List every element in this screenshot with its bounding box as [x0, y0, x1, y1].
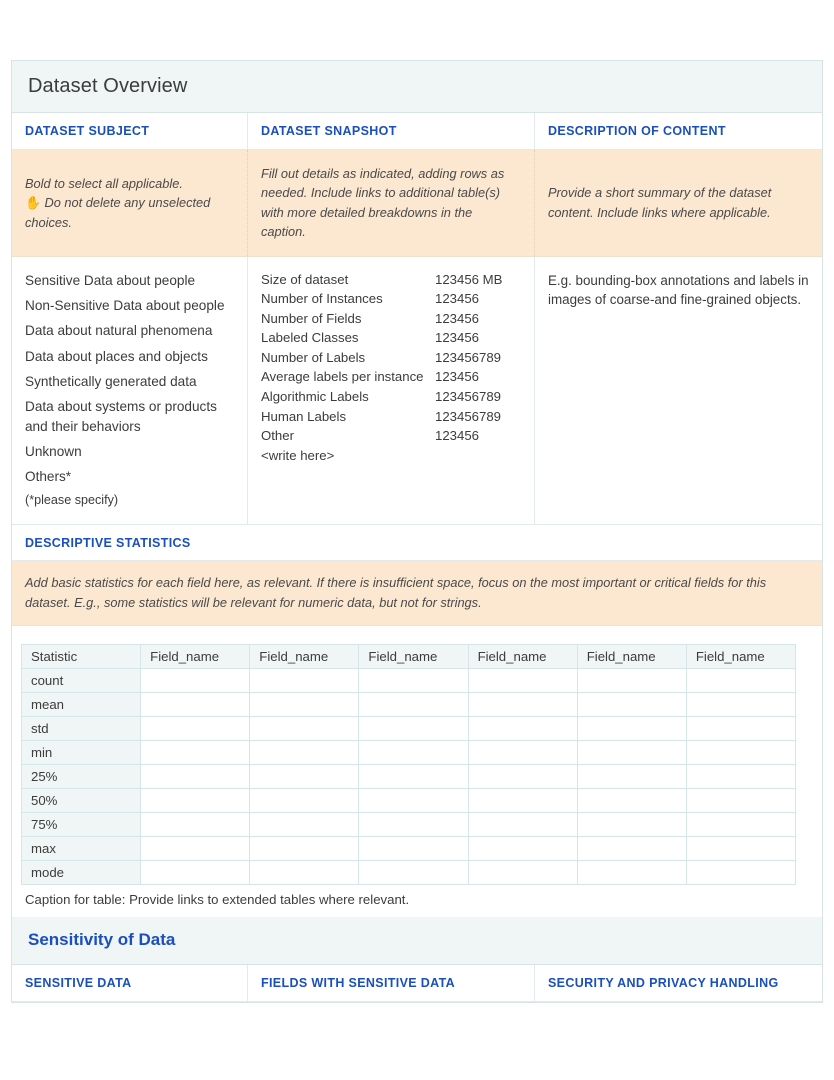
dataset-overview-section-bar [12, 61, 822, 113]
table-row [261, 368, 521, 388]
column-header-sensitive-data: SENSITIVE DATA [25, 976, 132, 991]
table-row [22, 668, 796, 692]
subject-option[interactable]: Synthetically generated data [25, 373, 197, 389]
stats-cell[interactable] [468, 692, 577, 716]
stats-cell[interactable] [577, 836, 686, 860]
stats-cell[interactable] [686, 836, 795, 860]
stats-cell[interactable] [577, 740, 686, 764]
table-row [261, 290, 521, 310]
snapshot-value[interactable]: 123456 [435, 428, 480, 444]
table-row [261, 427, 521, 447]
stats-row-label: 25% [22, 764, 141, 788]
description-of-content-cell [534, 257, 822, 525]
snapshot-value[interactable]: 123456789 [435, 349, 502, 365]
stats-cell[interactable] [359, 788, 468, 812]
stats-cell[interactable] [686, 668, 795, 692]
snapshot-label: Other [261, 428, 294, 444]
snapshot-label: Average labels per instance [261, 369, 424, 385]
stats-cell[interactable] [250, 812, 359, 836]
stats-cell[interactable] [686, 860, 795, 884]
stats-row-label: 50% [22, 788, 141, 812]
stats-cell[interactable] [577, 788, 686, 812]
stats-column-header[interactable]: Field_name [577, 644, 686, 668]
stats-cell[interactable] [577, 668, 686, 692]
instruction-dataset-subject [12, 150, 247, 256]
instruction-subject-line1: Bold to select all applicable. [25, 175, 183, 191]
snapshot-value[interactable]: 123456 [435, 291, 480, 307]
stats-cell[interactable] [250, 740, 359, 764]
stats-cell[interactable] [468, 836, 577, 860]
dataset-snapshot-table [261, 271, 521, 466]
stats-row-label: 75% [22, 812, 141, 836]
stats-cell[interactable] [141, 812, 250, 836]
dataset-snapshot-cell [247, 257, 534, 525]
snapshot-label: Number of Labels [261, 349, 366, 365]
raised-hand-icon: ✋ [25, 195, 41, 211]
stats-row-label: mean [22, 692, 141, 716]
stats-cell[interactable] [250, 668, 359, 692]
subject-option[interactable]: Sensitive Data about people [25, 272, 196, 288]
subject-option[interactable]: Data about systems or products and their behaviors [25, 399, 217, 434]
snapshot-label: Size of dataset [261, 271, 349, 287]
snapshot-label: Number of Fields [261, 310, 362, 326]
subject-option[interactable]: Non-Sensitive Data about people [25, 298, 225, 314]
stats-cell[interactable] [359, 668, 468, 692]
datasheet-document [11, 60, 823, 1003]
sensitivity-section-title: Sensitivity of Data [28, 929, 176, 949]
stats-cell[interactable] [250, 788, 359, 812]
stats-cell[interactable] [686, 692, 795, 716]
descriptive-statistics-header: DESCRIPTIVE STATISTICS [12, 524, 822, 561]
page-title: Dataset Overview [28, 75, 188, 97]
stats-cell[interactable] [359, 812, 468, 836]
table-row [261, 271, 521, 291]
overview-column-headers [12, 113, 822, 150]
stats-cell[interactable] [250, 716, 359, 740]
table-row [261, 349, 521, 369]
dataset-subject-cell [12, 257, 247, 525]
snapshot-value[interactable]: 123456 [435, 330, 480, 346]
snapshot-value[interactable] [435, 447, 521, 467]
sensitivity-of-data-section-bar [12, 917, 822, 965]
stats-cell[interactable] [359, 716, 468, 740]
stats-cell[interactable] [468, 668, 577, 692]
column-header-dataset-snapshot: DATASET SNAPSHOT [247, 113, 534, 149]
stats-cell[interactable] [141, 716, 250, 740]
stats-cell[interactable] [468, 740, 577, 764]
stats-cell[interactable] [468, 860, 577, 884]
stats-cell[interactable] [686, 740, 795, 764]
snapshot-value[interactable]: 123456 [435, 369, 480, 385]
table-row [261, 447, 521, 467]
table-row [22, 740, 796, 764]
snapshot-value[interactable]: 123456 MB [435, 271, 503, 287]
stats-column-header[interactable]: Field_name [468, 644, 577, 668]
stats-column-header[interactable]: Field_name [141, 644, 250, 668]
instruction-subject-line2: Do not delete any unselected choices. [25, 195, 211, 230]
descriptive-statistics-table [21, 644, 796, 885]
stats-column-header[interactable]: Field_name [250, 644, 359, 668]
snapshot-write-here-placeholder[interactable]: <write here> [261, 447, 335, 463]
table-row [261, 329, 521, 349]
stats-column-header[interactable]: Field_name [686, 644, 795, 668]
stats-cell[interactable] [468, 788, 577, 812]
stats-cell[interactable] [577, 812, 686, 836]
stats-cell[interactable] [468, 812, 577, 836]
snapshot-value[interactable]: 123456789 [435, 389, 502, 405]
descriptive-statistics-caption: Caption for table: Provide links to extended tables where relevant. [25, 891, 410, 907]
table-row [22, 836, 796, 860]
instruction-dataset-snapshot: Fill out details as indicated, adding rows as needed. Include links to additional table(s) with more detailed breakdowns in the caption. [247, 150, 534, 256]
overview-body-row [12, 257, 822, 525]
stats-row-label: max [22, 836, 141, 860]
stats-cell[interactable] [686, 716, 795, 740]
stats-cell[interactable] [468, 764, 577, 788]
stats-cell[interactable] [141, 740, 250, 764]
column-header-dataset-subject: DATASET SUBJECT [25, 124, 150, 138]
description-of-content-text[interactable]: E.g. bounding-box annotations and labels in images of coarse-and fine-grained objects. [548, 272, 809, 307]
overview-instruction-row [12, 150, 822, 257]
stats-row-label: count [22, 668, 141, 692]
table-row [261, 388, 521, 408]
stats-cell[interactable] [468, 716, 577, 740]
subject-option[interactable]: Data about places and objects [25, 348, 208, 364]
column-header-fields-with-sensitive-data: FIELDS WITH SENSITIVE DATA [247, 965, 534, 1001]
stats-column-header[interactable]: Field_name [359, 644, 468, 668]
column-header-security-and-privacy-handling: SECURITY AND PRIVACY HANDLING [534, 965, 822, 1001]
table-row [22, 788, 796, 812]
instruction-description-of-content: Provide a short summary of the dataset content. Include links where applicable. [534, 150, 822, 256]
stats-row-label: min [22, 740, 141, 764]
stats-cell[interactable] [577, 860, 686, 884]
table-row [22, 716, 796, 740]
stats-cell[interactable] [359, 740, 468, 764]
stats-cell[interactable] [359, 836, 468, 860]
stats-cell[interactable] [686, 788, 795, 812]
subject-please-specify-note: (*please specify) [25, 493, 119, 508]
snapshot-label: Number of Instances [261, 291, 383, 307]
column-header-description-of-content: DESCRIPTION OF CONTENT [534, 113, 822, 149]
stats-cell[interactable] [250, 692, 359, 716]
subject-option[interactable]: Unknown [25, 443, 82, 459]
stats-cell[interactable] [141, 764, 250, 788]
stats-cell[interactable] [577, 716, 686, 740]
table-row [22, 812, 796, 836]
stats-cell[interactable] [686, 812, 795, 836]
stats-cell[interactable] [359, 860, 468, 884]
stats-column-header: Statistic [22, 644, 141, 668]
snapshot-value[interactable]: 123456 [435, 310, 480, 326]
stats-cell[interactable] [359, 692, 468, 716]
snapshot-label: Human Labels [261, 408, 347, 424]
stats-cell[interactable] [141, 692, 250, 716]
stats-cell[interactable] [141, 788, 250, 812]
snapshot-label: Labeled Classes [261, 330, 359, 346]
stats-cell[interactable] [686, 764, 795, 788]
descriptive-statistics-table-wrap [12, 626, 822, 885]
stats-cell[interactable] [141, 836, 250, 860]
stats-cell[interactable] [141, 860, 250, 884]
dataset-subject-option-list [25, 271, 234, 511]
snapshot-label: Algorithmic Labels [261, 389, 369, 405]
table-row [22, 764, 796, 788]
table-row [22, 860, 796, 884]
sensitivity-column-headers [12, 965, 822, 1002]
table-row [22, 692, 796, 716]
stats-cell[interactable] [250, 764, 359, 788]
stats-cell[interactable] [359, 764, 468, 788]
descriptive-statistics-instruction: Add basic statistics for each field here, as relevant. If there is insufficient space, focus on the most important or critical fields for this dataset. E.g., some statistics will be relevant for numeric data, but not for strings. [12, 561, 822, 626]
stats-cell[interactable] [577, 764, 686, 788]
snapshot-value[interactable]: 123456789 [435, 408, 502, 424]
stats-cell[interactable] [141, 668, 250, 692]
stats-cell[interactable] [577, 692, 686, 716]
stats-row-label: std [22, 716, 141, 740]
subject-option[interactable]: Others* [25, 469, 72, 485]
stats-row-label: mode [22, 860, 141, 884]
subject-option[interactable]: Data about natural phenomena [25, 323, 213, 339]
stats-cell[interactable] [250, 860, 359, 884]
table-row [261, 408, 521, 428]
table-header-row [22, 644, 796, 668]
table-row [261, 310, 521, 330]
stats-cell[interactable] [250, 836, 359, 860]
